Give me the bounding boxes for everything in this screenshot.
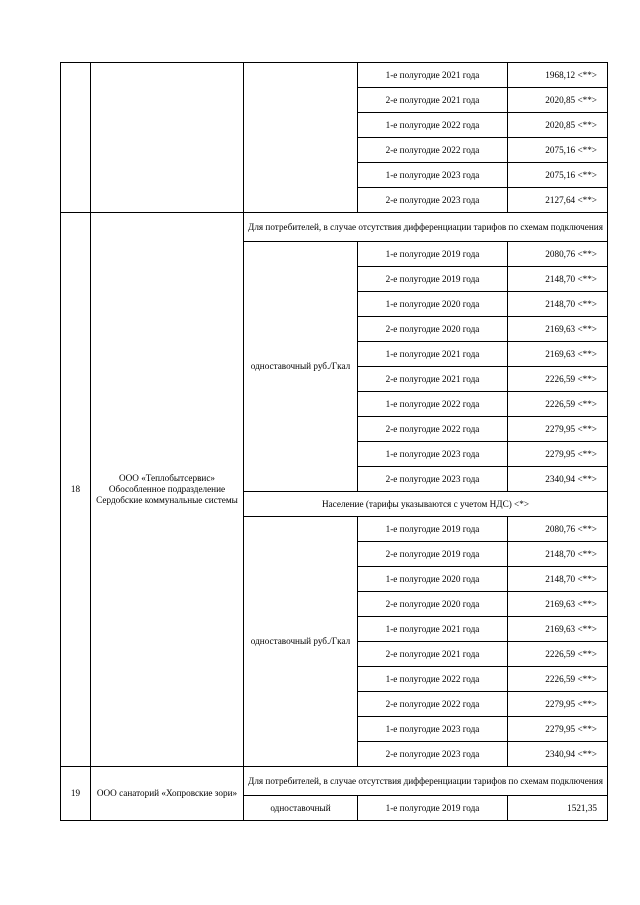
period-cell: 1-е полугодие 2022 года xyxy=(358,113,508,138)
period-cell: 1-е полугодие 2022 года xyxy=(358,667,508,692)
tariff-value-cell: 2080,76 <**> xyxy=(508,242,608,267)
period-cell: 2-е полугодие 2019 года xyxy=(358,267,508,292)
period-cell: 1-е полугодие 2021 года xyxy=(358,342,508,367)
tariff-table xyxy=(60,62,608,821)
tariff-value-cell: 2148,70 <**> xyxy=(508,292,608,317)
tariff-value-cell: 2169,63 <**> xyxy=(508,592,608,617)
table-row xyxy=(61,63,608,88)
row-number-cell: 19 xyxy=(61,767,91,821)
tariff-value-cell: 2080,76 <**> xyxy=(508,517,608,542)
period-cell: 2-е полугодие 2021 года xyxy=(358,367,508,392)
tariff-value-cell: 2279,95 <**> xyxy=(508,442,608,467)
period-cell: 1-е полугодие 2021 года xyxy=(358,63,508,88)
table-row xyxy=(61,767,608,796)
period-cell: 2-е полугодие 2021 года xyxy=(358,88,508,113)
row-number-cell xyxy=(61,63,91,213)
period-cell: 1-е полугодие 2019 года xyxy=(358,517,508,542)
population-header-cell: Население (тарифы указываются с учетом НДС) <*> xyxy=(244,492,608,517)
organization-cell xyxy=(91,63,244,213)
tariff-value-cell: 2340,94 <**> xyxy=(508,467,608,492)
period-cell: 2-е полугодие 2022 года xyxy=(358,417,508,442)
tariff-value-cell: 2020,85 <**> xyxy=(508,88,608,113)
period-cell: 1-е полугодие 2021 года xyxy=(358,617,508,642)
period-cell: 1-е полугодие 2022 года xyxy=(358,392,508,417)
unit-cell: одноставочный руб./Гкал xyxy=(244,242,358,492)
tariff-value-cell: 2279,95 <**> xyxy=(508,417,608,442)
period-cell: 2-е полугодие 2023 года xyxy=(358,467,508,492)
tariff-value-cell: 2148,70 <**> xyxy=(508,567,608,592)
consumers-header-cell: Для потребителей, в случае отсутствия дифференциации тарифов по схемам подключения xyxy=(244,767,608,796)
row-number-cell: 18 xyxy=(61,213,91,767)
period-cell: 2-е полугодие 2023 года xyxy=(358,742,508,767)
tariff-value-cell: 2020,85 <**> xyxy=(508,113,608,138)
tariff-value-cell: 1968,12 <**> xyxy=(508,63,608,88)
table-row xyxy=(61,213,608,242)
unit-cell: одноставочный xyxy=(244,796,358,821)
period-cell: 2-е полугодие 2022 года xyxy=(358,138,508,163)
tariff-value-cell: 1521,35 xyxy=(508,796,608,821)
period-cell: 1-е полугодие 2019 года xyxy=(358,242,508,267)
tariff-value-cell: 2340,94 <**> xyxy=(508,742,608,767)
tariff-value-cell: 2226,59 <**> xyxy=(508,367,608,392)
period-cell: 2-е полугодие 2021 года xyxy=(358,642,508,667)
period-cell: 1-е полугодие 2020 года xyxy=(358,292,508,317)
consumers-header-cell: Для потребителей, в случае отсутствия дифференциации тарифов по схемам подключения xyxy=(244,213,608,242)
tariff-value-cell: 2279,95 <**> xyxy=(508,717,608,742)
tariff-value-cell: 2148,70 <**> xyxy=(508,542,608,567)
period-cell: 1-е полугодие 2023 года xyxy=(358,163,508,188)
tariff-value-cell: 2226,59 <**> xyxy=(508,667,608,692)
tariff-value-cell: 2169,63 <**> xyxy=(508,317,608,342)
organization-cell: ООО «Теплобытсервис» Обособленное подразделение Сердобские коммунальные системы xyxy=(91,213,244,767)
period-cell: 1-е полугодие 2019 года xyxy=(358,796,508,821)
tariff-value-cell: 2127,64 <**> xyxy=(508,188,608,213)
tariff-value-cell: 2169,63 <**> xyxy=(508,342,608,367)
period-cell: 2-е полугодие 2023 года xyxy=(358,188,508,213)
period-cell: 1-е полугодие 2020 года xyxy=(358,567,508,592)
unit-cell xyxy=(244,63,358,213)
tariff-table-body xyxy=(61,63,608,821)
tariff-value-cell: 2279,95 <**> xyxy=(508,692,608,717)
period-cell: 2-е полугодие 2020 года xyxy=(358,317,508,342)
tariff-value-cell: 2148,70 <**> xyxy=(508,267,608,292)
tariff-value-cell: 2226,59 <**> xyxy=(508,392,608,417)
tariff-value-cell: 2226,59 <**> xyxy=(508,642,608,667)
tariff-value-cell: 2075,16 <**> xyxy=(508,163,608,188)
organization-cell: ООО санаторий «Хопровские зори» xyxy=(91,767,244,821)
period-cell: 2-е полугодие 2019 года xyxy=(358,542,508,567)
period-cell: 1-е полугодие 2023 года xyxy=(358,717,508,742)
period-cell: 2-е полугодие 2020 года xyxy=(358,592,508,617)
period-cell: 2-е полугодие 2022 года xyxy=(358,692,508,717)
unit-cell: одноставочный руб./Гкал xyxy=(244,517,358,767)
tariff-value-cell: 2169,63 <**> xyxy=(508,617,608,642)
tariff-value-cell: 2075,16 <**> xyxy=(508,138,608,163)
period-cell: 1-е полугодие 2023 года xyxy=(358,442,508,467)
